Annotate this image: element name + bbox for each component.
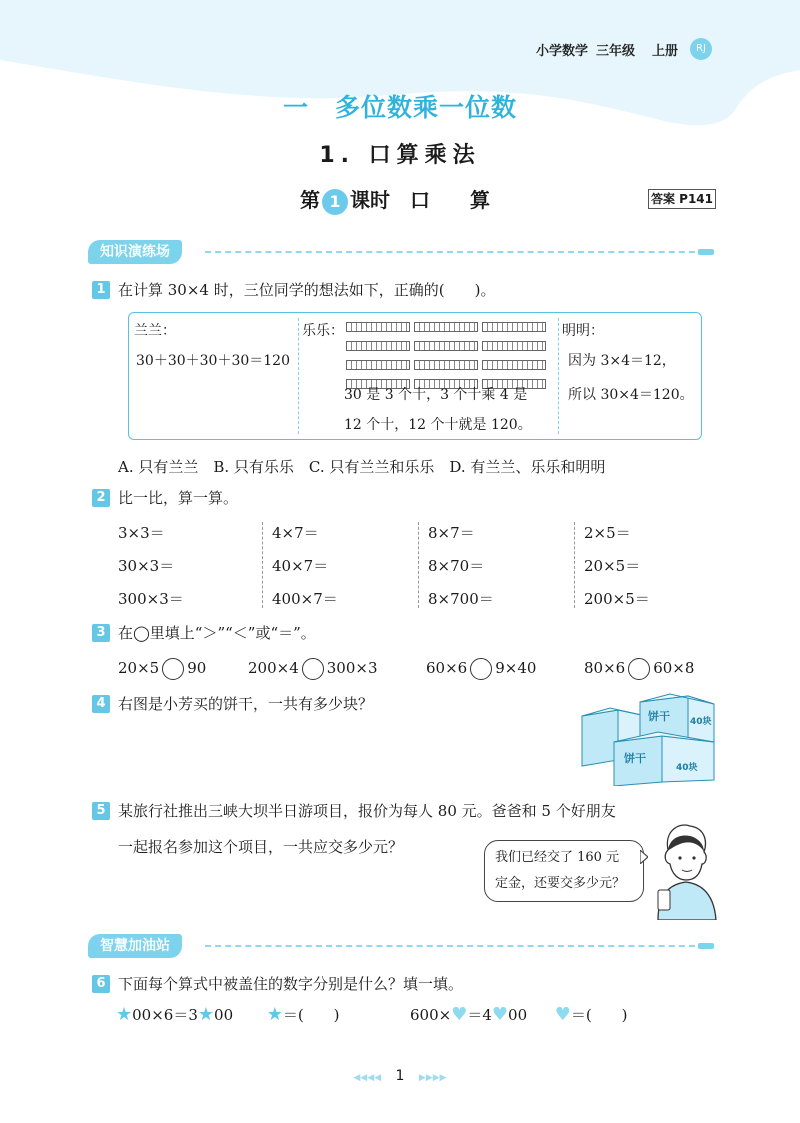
box-label: 饼干 <box>624 752 646 765</box>
man-with-phone-illustration <box>650 820 720 920</box>
banner-divider <box>205 251 705 253</box>
tens-blocks-picture <box>344 318 556 394</box>
compare-right: 300×3 <box>326 659 378 677</box>
pencil-icon <box>698 249 714 255</box>
header-grade: 三年级 <box>596 44 636 59</box>
equation-part: 00×6＝3 <box>132 1006 198 1024</box>
compare-right: 9×40 <box>495 659 537 677</box>
compare-right: 60×8 <box>653 659 695 677</box>
question-number: 6 <box>92 975 110 993</box>
lesson-number-badge: 1 <box>322 189 348 215</box>
answer-options: A. 只有兰兰 B. 只有乐乐 C. 只有兰兰和乐乐 D. 有兰兰、乐乐和明明 <box>118 458 606 476</box>
box-divider <box>558 318 559 434</box>
mingming-line-1: 因为 3×4＝12， <box>568 353 676 369</box>
question-text: 右图是小芳买的饼干，一共有多少块？ <box>118 695 374 713</box>
calc-item: 300×3＝ <box>118 590 184 608</box>
bubble-line-1: 我们已经交了 160 元 <box>495 850 620 865</box>
question-text-line-1: 某旅行社推出三峡大坝半日游项目，报价为每人 80 元。爸爸和 5 个好朋友 <box>118 802 616 820</box>
calc-item: 20×5＝ <box>584 557 641 575</box>
page-footer <box>0 1068 800 1084</box>
cookie-boxes-picture <box>578 690 718 786</box>
speech-bubble <box>484 840 644 902</box>
calc-item: 400×7＝ <box>272 590 338 608</box>
mingming-line-2: 所以 30×4＝120。 <box>568 387 694 403</box>
calc-item: 2×5＝ <box>584 524 631 542</box>
equation-part: 00 <box>214 1006 234 1024</box>
question-number: 2 <box>92 489 110 507</box>
banner-divider <box>205 945 705 947</box>
calc-item: 40×7＝ <box>272 557 329 575</box>
section-title: 1. 口算乘法 <box>319 143 481 168</box>
calc-item: 3×3＝ <box>118 524 165 542</box>
bubble-line-2: 定金，还要交多少元？ <box>495 876 626 891</box>
equation-part: 00 <box>508 1006 528 1024</box>
question-text-line-2: 一起报名参加这个项目，一共应交多少元？ <box>118 838 404 856</box>
lanlan-work: 30＋30＋30＋30＝120 <box>136 353 290 369</box>
calc-item: 8×700＝ <box>428 590 494 608</box>
answer-circle[interactable] <box>302 658 324 680</box>
right-arrows-decoration: ▶▶▶▶ <box>418 1073 447 1083</box>
equation-part: ＝4 <box>467 1006 492 1024</box>
box-count: 40块 <box>690 717 712 727</box>
column-divider <box>574 522 575 608</box>
compare-item <box>248 658 378 680</box>
question-text: 比一比，算一算。 <box>118 489 239 507</box>
heart-icon: ♥ <box>451 1004 468 1025</box>
lele-label: 乐乐： <box>302 323 344 339</box>
lele-line-1: 30 是 3 个十，3 个十乘 4 是 <box>344 387 528 403</box>
compare-left: 80×6 <box>584 659 626 677</box>
question-text: 在计算 30×4 时，三位同学的想法如下，正确的( )。 <box>118 281 496 299</box>
box-divider <box>298 318 299 434</box>
mingming-label: 明明： <box>562 323 604 339</box>
calc-item: 8×70＝ <box>428 557 485 575</box>
question-number: 1 <box>92 281 110 299</box>
answer-blank[interactable]: ＝( ) <box>282 1006 340 1024</box>
compare-item <box>118 658 206 680</box>
calc-item: 200×5＝ <box>584 590 650 608</box>
question-text: 下面每个算式中被盖住的数字分别是什么？填一填。 <box>118 975 464 993</box>
star-icon: ★ <box>266 1004 283 1025</box>
unit-title: 一 多位数乘一位数 <box>282 93 517 122</box>
compare-left: 20×5 <box>118 659 160 677</box>
column-divider <box>418 522 419 608</box>
answer-circle[interactable] <box>470 658 492 680</box>
question-number: 4 <box>92 695 110 713</box>
box-label: 饼干 <box>648 710 670 723</box>
section-banner-challenge: 智慧加油站 <box>88 934 182 958</box>
box-count: 40块 <box>676 763 698 773</box>
pencil-icon <box>698 943 714 949</box>
left-arrows-decoration: ◀◀◀◀ <box>353 1073 382 1083</box>
bubble-tail <box>640 850 648 864</box>
star-icon: ★ <box>197 1004 215 1025</box>
lanlan-label: 兰兰： <box>134 323 176 339</box>
answer-circle[interactable] <box>628 658 650 680</box>
answer-reference: 答案 P141 <box>648 189 716 209</box>
lesson-prefix: 第 <box>300 188 320 212</box>
compare-item <box>584 658 694 680</box>
heart-icon: ♥ <box>491 1004 509 1025</box>
question-number: 5 <box>92 802 110 820</box>
heart-icon: ♥ <box>554 1004 571 1025</box>
lesson-suffix: 课时 口 算 <box>350 188 490 212</box>
lele-line-2: 12 个十，12 个十就是 120。 <box>344 417 532 433</box>
star-icon: ★ <box>116 1004 133 1025</box>
header-volume: 上册 <box>652 44 679 59</box>
question-text: 在◯里填上“＞”“＜”或“＝”。 <box>118 624 316 642</box>
compare-right: 90 <box>187 659 207 677</box>
column-divider <box>262 522 263 608</box>
answer-blank[interactable]: ＝( ) <box>570 1006 628 1024</box>
header-subject: 小学数学 <box>536 44 589 59</box>
calc-item: 30×3＝ <box>118 557 175 575</box>
compare-item <box>426 658 536 680</box>
equation-part: 600× <box>410 1006 452 1024</box>
section-banner-practice: 知识演练场 <box>88 240 182 264</box>
compare-left: 200×4 <box>248 659 299 677</box>
calc-item: 8×7＝ <box>428 524 475 542</box>
lesson-title <box>300 184 490 215</box>
page-number: 1 <box>395 1068 405 1084</box>
question-number: 3 <box>92 624 110 642</box>
hidden-digit-equation-2 <box>410 1004 628 1025</box>
hidden-digit-equation-1 <box>116 1004 340 1025</box>
answer-circle[interactable] <box>162 658 184 680</box>
calc-item: 4×7＝ <box>272 524 319 542</box>
compare-left: 60×6 <box>426 659 468 677</box>
edition-badge: RJ <box>690 38 712 60</box>
